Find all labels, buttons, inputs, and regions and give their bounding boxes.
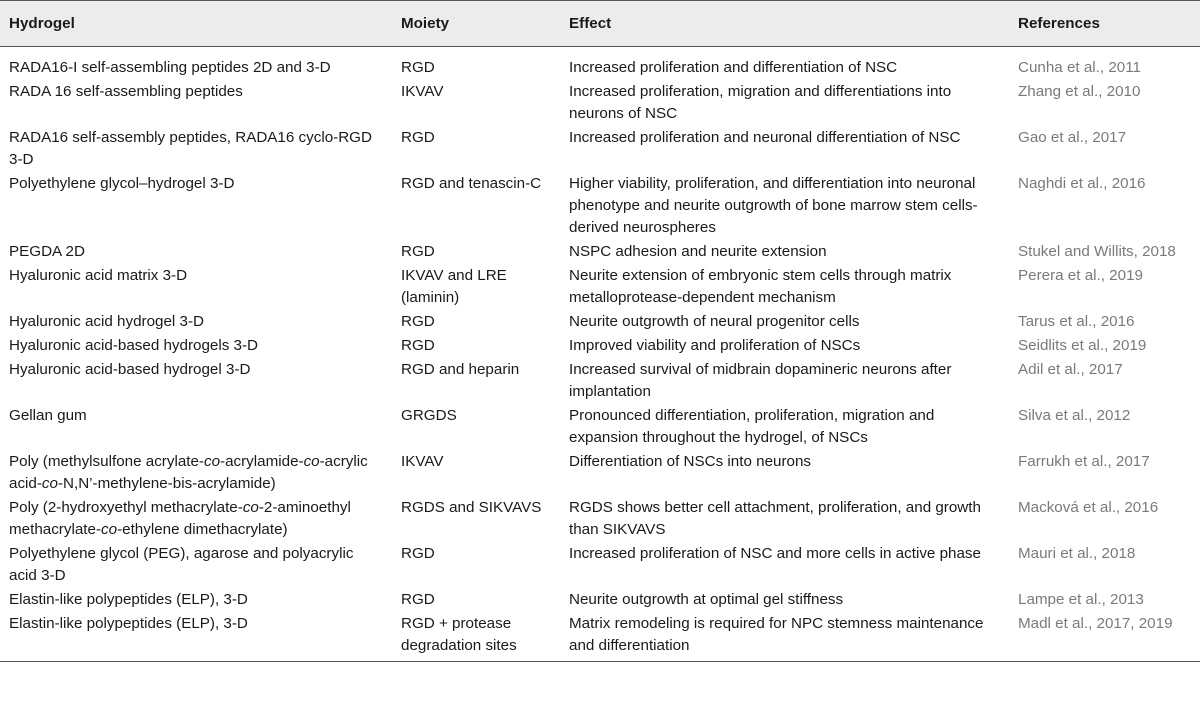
reference-cell: Tarus et al., 2016: [1018, 313, 1135, 330]
hydrogel-cell: Elastin-like polypeptides (ELP), 3-D: [0, 612, 392, 662]
effect-cell: Improved viability and proliferation of NSCs: [569, 337, 861, 354]
table-row: [0, 404, 1200, 450]
table-row: [0, 450, 1200, 496]
hydrogel-cell: Polyethylene glycol–hydrogel 3-D: [9, 175, 235, 192]
reference-cell: Madl et al., 2017, 2019: [1009, 612, 1200, 662]
table-row: [0, 264, 1200, 310]
table-row: [0, 358, 1200, 404]
effect-cell: Pronounced differentiation, proliferation, migration and expansion throughout the hydrogel, of NSCs: [569, 407, 935, 446]
reference-cell: Seidlits et al., 2019: [1018, 337, 1147, 354]
reference-cell: Lampe et al., 2013: [1018, 591, 1144, 608]
reference-cell: Silva et al., 2012: [1018, 407, 1131, 424]
moiety-cell: IKVAV and LRE (laminin): [401, 267, 507, 306]
moiety-cell: RGD: [401, 243, 435, 260]
hydrogel-cell: Hyaluronic acid hydrogel 3-D: [9, 313, 204, 330]
effect-cell: Neurite outgrowth of neural progenitor cells: [569, 313, 860, 330]
reference-cell: Macková et al., 2016: [1018, 499, 1159, 516]
effect-cell: Matrix remodeling is required for NPC stemness maintenance and differentiation: [560, 612, 1009, 662]
reference-cell: Naghdi et al., 2016: [1018, 175, 1146, 192]
effect-cell: Neurite extension of embryonic stem cells through matrix metalloprotease-dependent mechanism: [569, 267, 952, 306]
table-row: [0, 172, 1200, 240]
effect-cell: RGDS shows better cell attachment, proliferation, and growth than SIKVAVS: [569, 499, 981, 538]
table-row: [0, 80, 1200, 126]
effect-cell: Increased proliferation and neuronal differentiation of NSC: [569, 129, 961, 146]
hydrogel-cell: Elastin-like polypeptides (ELP), 3-D: [9, 591, 248, 608]
table-row: [0, 310, 1200, 334]
hydrogel-cell: RADA 16 self-assembling peptides: [9, 83, 243, 100]
table-row: [0, 47, 1200, 81]
effect-cell: Differentiation of NSCs into neurons: [569, 453, 812, 470]
effect-cell: Neurite outgrowth at optimal gel stiffness: [569, 591, 844, 608]
effect-cell: NSPC adhesion and neurite extension: [569, 243, 827, 260]
moiety-cell: RGDS and SIKVAVS: [401, 499, 542, 516]
hydrogel-cell: Poly (methylsulfone acrylate-co-acrylamide-co-acrylic acid-co-N,N’-methylene-bis-acrylamide): [9, 453, 368, 492]
moiety-cell: RGD: [401, 591, 435, 608]
hydrogel-cell: Polyethylene glycol (PEG), agarose and polyacrylic acid 3-D: [9, 545, 354, 584]
reference-cell: Zhang et al., 2010: [1018, 83, 1141, 100]
reference-cell: Perera et al., 2019: [1018, 267, 1143, 284]
effect-cell: Higher viability, proliferation, and differentiation into neuronal phenotype and neurite outgrowth of bone marrow stem cells-derived neurospheres: [569, 175, 978, 236]
reference-cell: Gao et al., 2017: [1018, 129, 1127, 146]
hydrogel-cell: Hyaluronic acid-based hydrogel 3-D: [9, 361, 251, 378]
moiety-cell: RGD and tenascin-C: [401, 175, 542, 192]
moiety-cell: RGD: [401, 545, 435, 562]
reference-cell: Mauri et al., 2018: [1018, 545, 1136, 562]
table-row: [0, 334, 1200, 358]
reference-cell: Adil et al., 2017: [1018, 361, 1123, 378]
table-row: [0, 612, 1200, 662]
effect-cell: Increased proliferation of NSC and more cells in active phase: [569, 545, 981, 562]
header-moiety: Moiety: [392, 1, 560, 47]
hydrogel-cell: Hyaluronic acid matrix 3-D: [9, 267, 188, 284]
header-effect: Effect: [560, 1, 1009, 47]
hydrogel-cell: Poly (2-hydroxyethyl methacrylate-co-2-aminoethyl methacrylate-co-ethylene dimethacrylate): [9, 499, 351, 538]
moiety-cell: RGD: [401, 337, 435, 354]
table-row: [0, 496, 1200, 542]
reference-cell: Stukel and Willits, 2018: [1018, 243, 1176, 260]
hydrogel-cell: RADA16-I self-assembling peptides 2D and 3-D: [9, 59, 331, 76]
hydrogel-cell: Hyaluronic acid-based hydrogels 3-D: [9, 337, 259, 354]
table-row: [0, 126, 1200, 172]
moiety-cell: RGD + protease degradation sites: [392, 612, 560, 662]
effect-cell: Increased proliferation, migration and differentiations into neurons of NSC: [569, 83, 952, 122]
header-row: [0, 1, 1200, 47]
moiety-cell: IKVAV: [401, 453, 444, 470]
effect-cell: Increased survival of midbrain dopamineric neurons after implantation: [569, 361, 952, 400]
hydrogel-cell: RADA16 self-assembly peptides, RADA16 cyclo-RGD 3-D: [9, 129, 372, 168]
header-references: References: [1009, 1, 1200, 47]
table-row: [0, 542, 1200, 588]
moiety-cell: RGD: [401, 129, 435, 146]
reference-cell: Farrukh et al., 2017: [1018, 453, 1150, 470]
moiety-cell: RGD: [401, 313, 435, 330]
moiety-cell: RGD: [401, 59, 435, 76]
moiety-cell: GRGDS: [401, 407, 457, 424]
hydrogel-cell: Gellan gum: [9, 407, 87, 424]
hydrogel-cell: PEGDA 2D: [9, 243, 85, 260]
header-hydrogel: Hydrogel: [0, 1, 392, 47]
table-row: [0, 240, 1200, 264]
moiety-cell: RGD and heparin: [401, 361, 520, 378]
effect-cell: Increased proliferation and differentiation of NSC: [569, 59, 898, 76]
moiety-cell: IKVAV: [401, 83, 444, 100]
table-row: [0, 588, 1200, 612]
reference-cell: Cunha et al., 2011: [1018, 59, 1141, 76]
